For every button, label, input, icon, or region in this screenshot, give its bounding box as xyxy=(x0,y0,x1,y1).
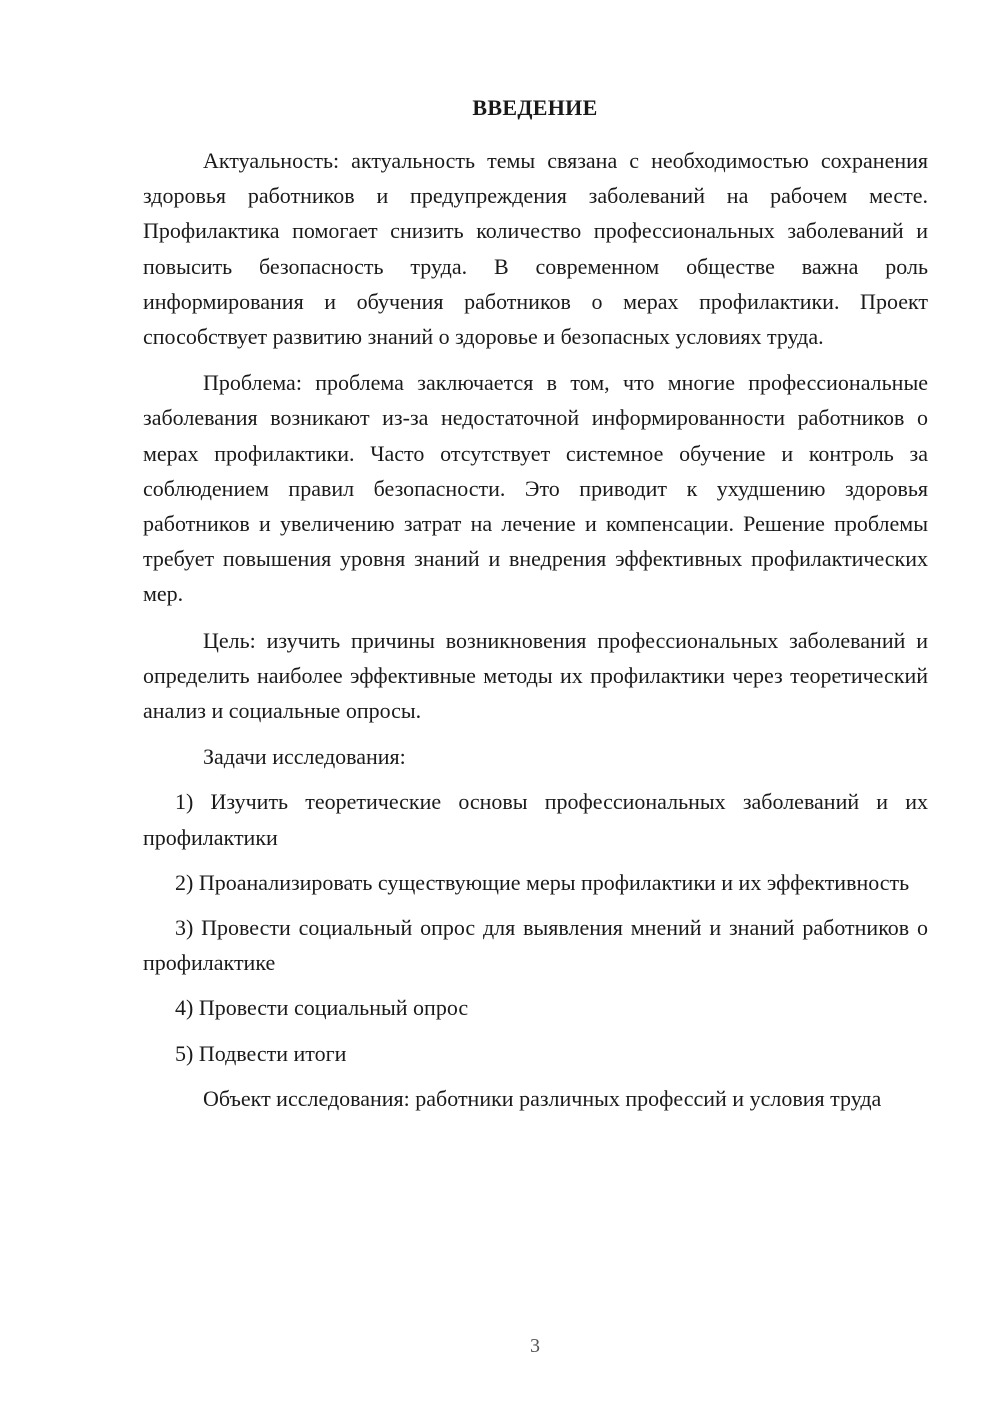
page-number: 3 xyxy=(530,1335,540,1357)
task-item-1: 1) Изучить теоретические основы профессиональных заболеваний и их профилактики xyxy=(143,789,928,850)
document-body xyxy=(143,143,928,1127)
object-paragraph: Объект исследования: работники различных профессий и условия труда xyxy=(203,1085,882,1111)
relevance-paragraph: Актуальность: актуальность темы связана с необходимостью сохранения здоровья работников и предупреждения заболеваний на рабочем месте. Профилактика помогает снизить количество профессиональных заболеваний и повысить безопасность труда. В современном обществе важна роль информирования и обучения работников о мерах профилактики. Проект способствует развитию знаний о здоровье и безопасных условиях труда. xyxy=(143,148,928,350)
task-item-5: 5) Подвести итоги xyxy=(175,1040,347,1066)
section-heading: ВВЕДЕНИЕ xyxy=(472,95,598,120)
goal-paragraph: Цель: изучить причины возникновения профессиональных заболеваний и определить наиболее эффективные методы их профилактики через теоретический анализ и социальные опросы. xyxy=(143,627,928,724)
task-item-4: 4) Провести социальный опрос xyxy=(175,995,469,1021)
task-item-3: 3) Провести социальный опрос для выявления мнений и знаний работников о профилактике xyxy=(143,915,928,976)
tasks-heading: Задачи исследования: xyxy=(203,744,406,770)
tasks-list xyxy=(143,784,928,1070)
task-item-2: 2) Проанализировать существующие меры профилактики и их эффективность xyxy=(175,869,910,895)
problem-paragraph: Проблема: проблема заключается в том, что многие профессиональные заболевания возникают из-за недостаточной информированности работников о мерах профилактики. Часто отсутствует системное обучение и контроль за соблюдением правил безопасности. Это приводит к ухудшению здоровья работников и увеличению затрат на лечение и компенсации. Решение проблемы требует повышения уровня знаний и внедрения эффективных профилактических мер. xyxy=(143,370,928,607)
